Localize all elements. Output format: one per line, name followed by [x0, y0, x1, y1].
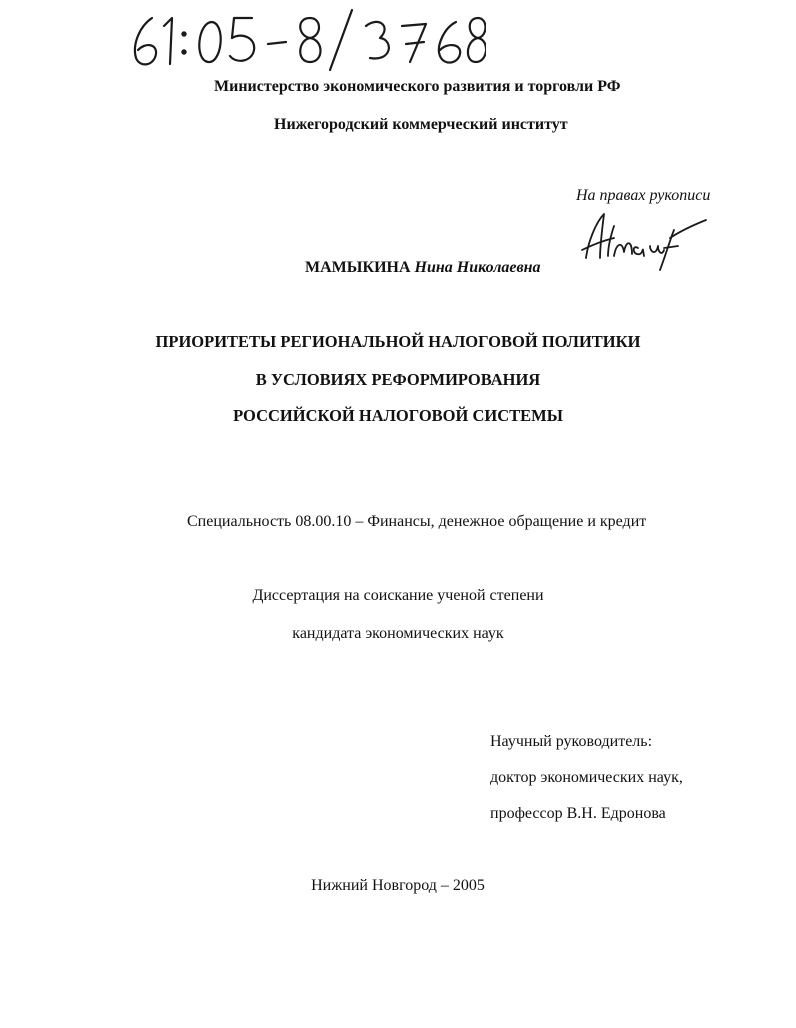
author-surname: МАМЫКИНА	[305, 259, 411, 276]
supervisor-label: Научный руководитель:	[490, 733, 653, 750]
handwritten-archive-number	[126, 4, 486, 74]
title-line-1: ПРИОРИТЕТЫ РЕГИОНАЛЬНОЙ НАЛОГОВОЙ ПОЛИТИКИ	[155, 332, 641, 351]
ministry-name: Министерство экономического развития и торговли РФ	[214, 78, 621, 95]
dissertation-line-1: Диссертация на соискание ученой степени	[252, 587, 544, 604]
supervisor-name: профессор В.Н. Едронова	[490, 805, 666, 822]
dissertation-line-2: кандидата экономических наук	[292, 625, 504, 642]
author-signature	[578, 200, 718, 280]
author-name	[305, 259, 541, 277]
author-given-names: Нина Николаевна	[414, 259, 541, 276]
city-year: Нижний Новгород – 2005	[311, 877, 485, 894]
supervisor-degree: доктор экономических наук,	[490, 769, 683, 786]
title-line-3: РОССИЙСКОЙ НАЛОГОВОЙ СИСТЕМЫ	[233, 406, 563, 425]
rights-note: На правах рукописи	[576, 187, 711, 204]
institute-name: Нижегородский коммерческий институт	[274, 116, 568, 133]
specialty: Специальность 08.00.10 – Финансы, денежное обращение и кредит	[187, 513, 647, 530]
title-line-2: В УСЛОВИЯХ РЕФОРМИРОВАНИЯ	[255, 370, 541, 389]
